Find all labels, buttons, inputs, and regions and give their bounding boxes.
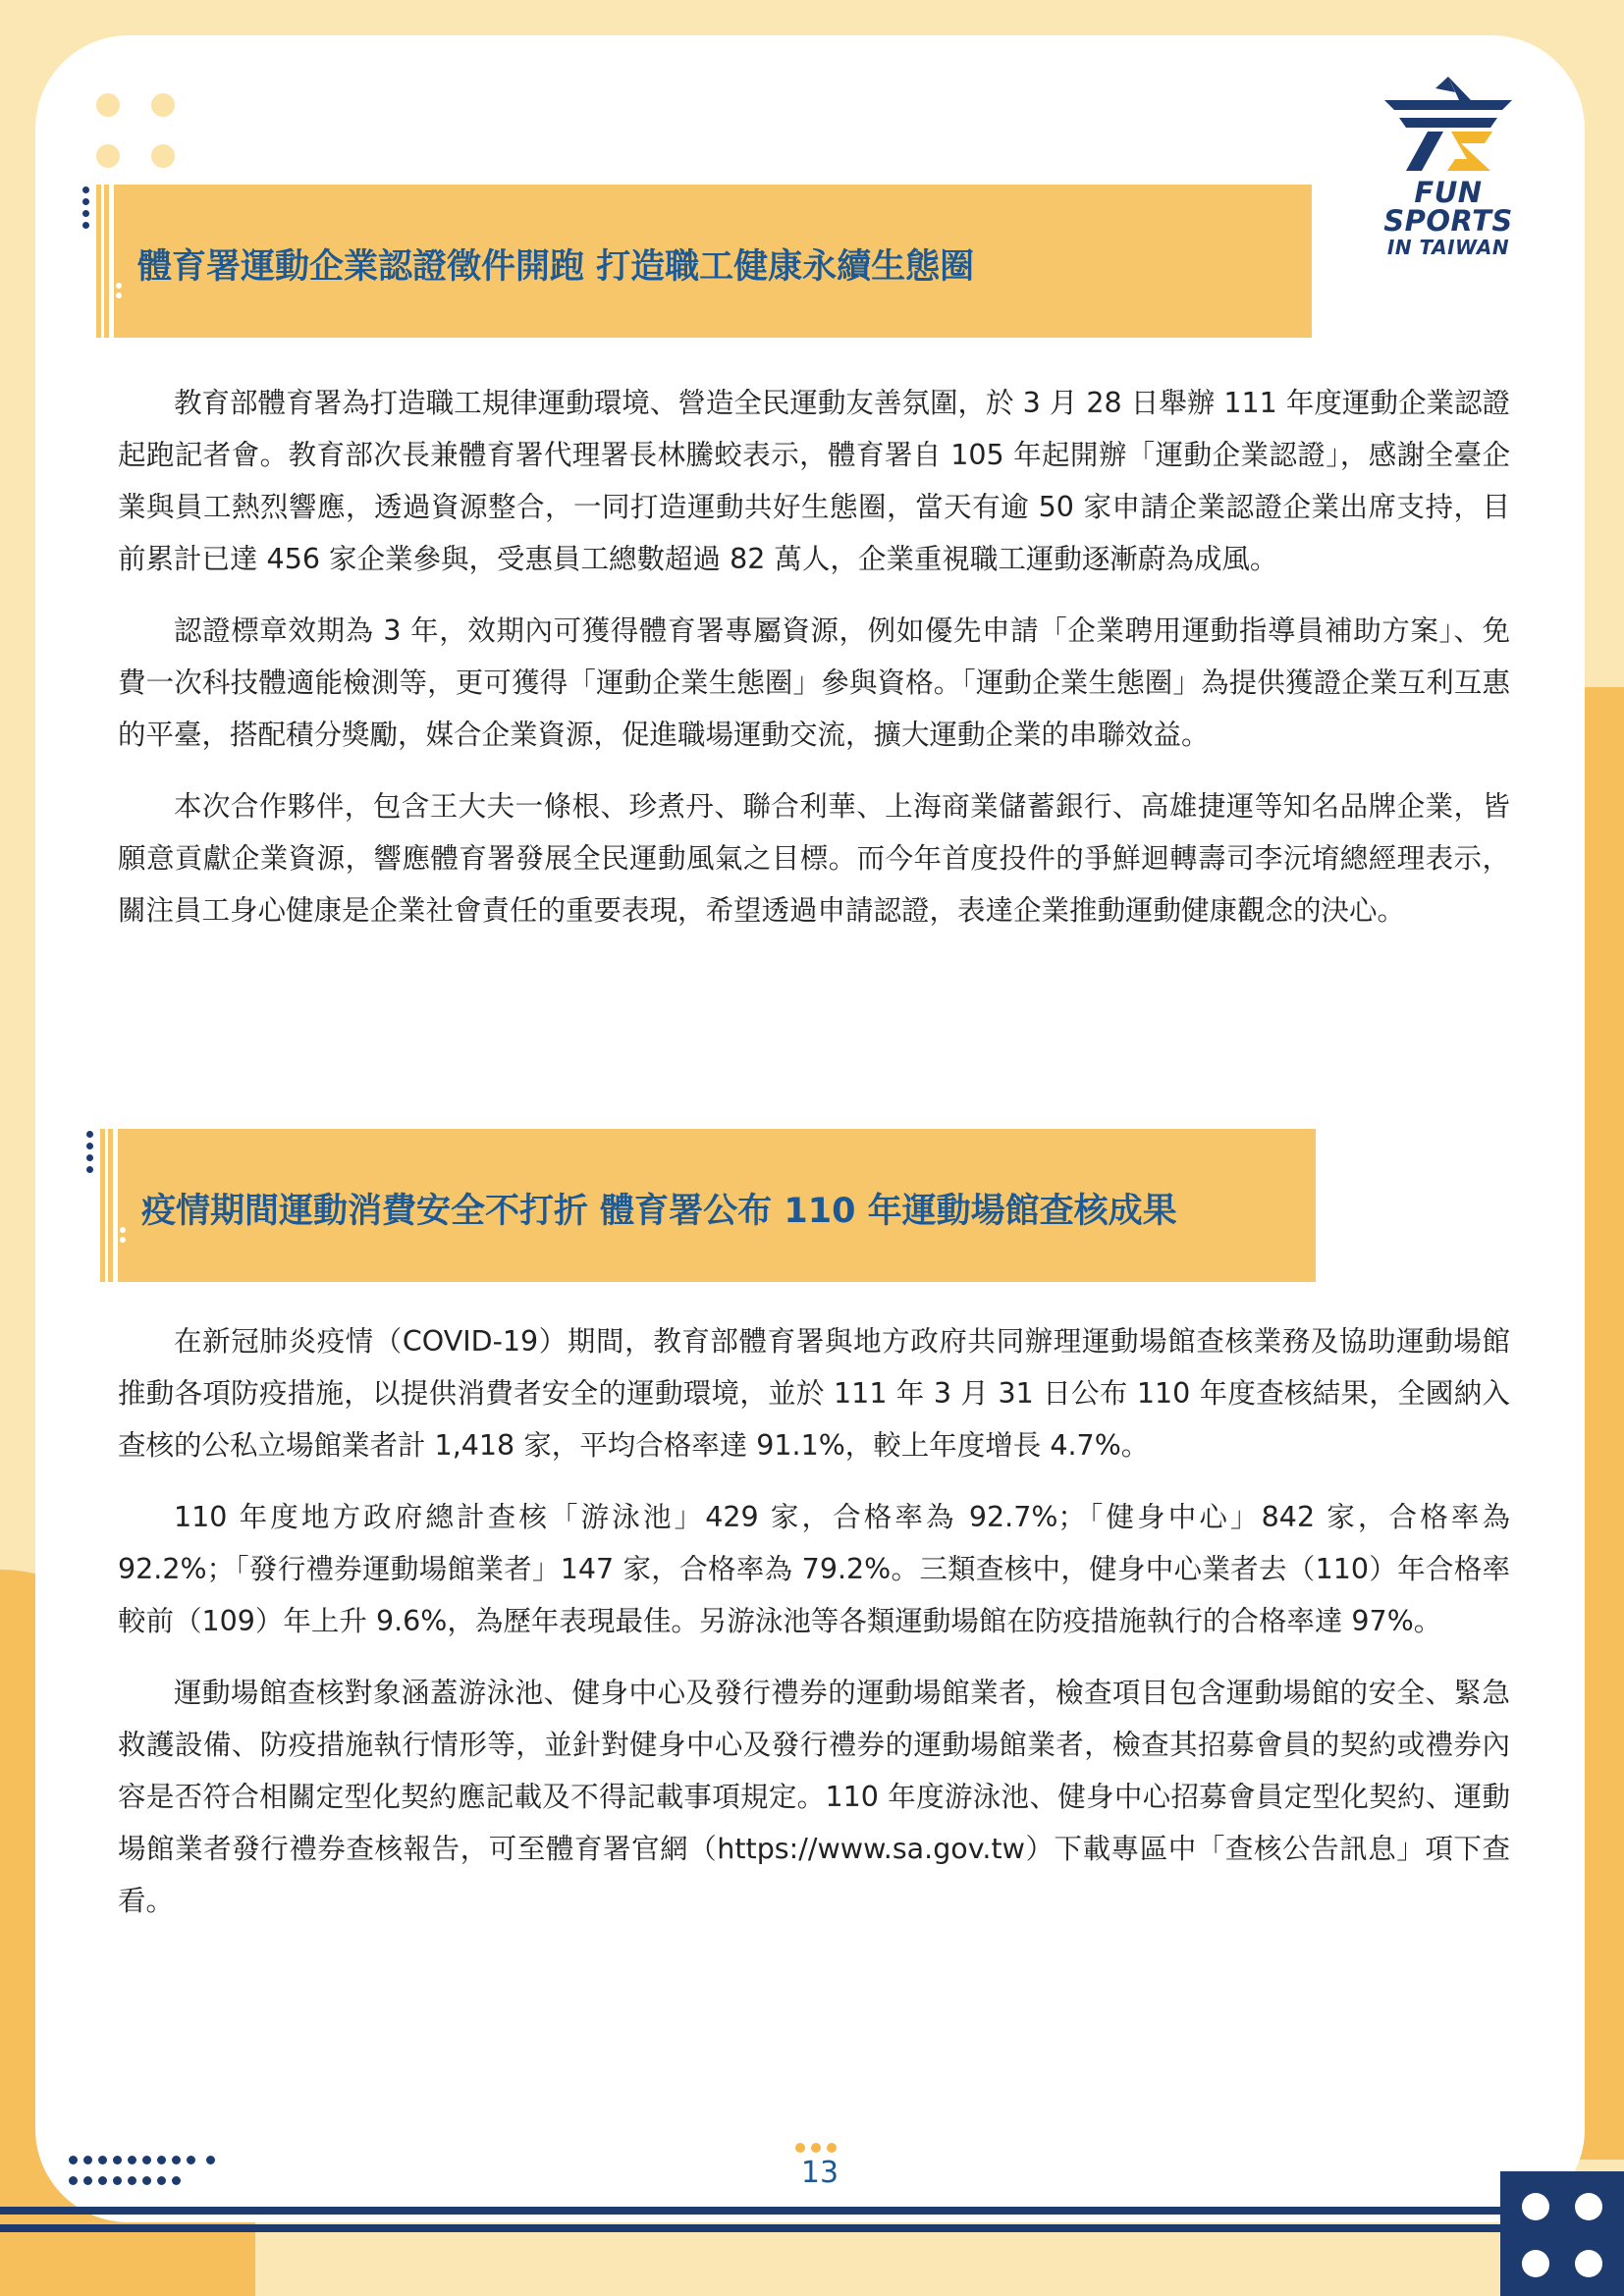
logo-text-line2: IN TAIWAN — [1386, 236, 1510, 259]
banner-dots-white — [116, 283, 124, 302]
section1-body — [118, 377, 1510, 956]
section1-paragraph: 教育部體育署為打造職工規律運動環境、營造全民運動友善氛圍，於 3 月 28 日舉辦 111 年度運動企業認證起跑記者會。教育部次長兼體育署代理署長林騰蛟表示，體育署自 105 年起開辦「運動企業認證」，感謝全臺企業與員工熱烈響應，透過資源整合，一同打造運動共好生態圈，當天有逾 50 家申請企業認證企業出席支持，目前累計已達 456 家企業參與，受惠員工總數超過 82 萬人，企業重視職工運動逐漸蔚為成風。 — [118, 387, 1510, 575]
section2-paragraph: 運動場館查核對象涵蓋游泳池、健身中心及發行禮券的運動場館業者，檢查項目包含運動場館的安全、緊急救護設備、防疫措施執行情形等，並針對健身中心及發行禮券的運動場館業者，檢查其招募會員的契約或禮券內容是否符合相關定型化契約應記載及不得記載事項規定。110 年度游泳池、健身中心招募會員定型化契約、運動場館業者發行禮券查核報告，可至體育署官網（https://www.sa.gov.tw）下載專區中「查核公告訊息」項下查看。 — [118, 1677, 1510, 1917]
page-number: 13 — [800, 2156, 839, 2190]
section1-paragraph: 認證標章效期為 3 年，效期內可獲得體育署專屬資源，例如優先申請「企業聘用運動指導員補助方案」、免費一次科技體適能檢測等，更可獲得「運動企業生態圈」參與資格。「運動企業生態圈」為提供獲證企業互利互惠的平臺，搭配積分獎勵，媒合企業資源，促進職場運動交流，擴大運動企業的串聯效益。 — [118, 614, 1510, 751]
footer-line-top — [0, 2207, 1502, 2215]
footer-dots-navy — [69, 2156, 226, 2197]
logo-text-line1: FUN SPORTS — [1383, 176, 1513, 238]
section1-paragraph: 本次合作夥伴，包含王大夫一條根、珍煮丹、聯合利華、上海商業儲蓄銀行、高雄捷運等知名品牌企業，皆願意貢獻企業資源，響應體育署發展全民運動風氣之目標。而今年首度投件的爭鮮迴轉壽司李沅堉總經理表示，關注員工身心健康是企業社會責任的重要表現，希望透過申請認證，表達企業推動運動健康觀念的決心。 — [118, 790, 1510, 927]
footer-line-bottom — [0, 2224, 1502, 2232]
banner-dots-navy — [82, 187, 90, 234]
section2-banner — [100, 1129, 1316, 1282]
section1-title: 體育署運動企業認證徵件開跑 打造職工健康永續生態圈 — [137, 247, 975, 287]
fun-sports-logo — [1345, 71, 1551, 259]
section2-paragraph: 110 年度地方政府總計查核「游泳池」429 家，合格率為 92.7%；「健身中心」842 家，合格率為 92.2%；「發行禮券運動場館業者」147 家，合格率為 79.2%。三類查核中，健身中心業者去（110）年合格率較前（109）年上升 9.6%，為歷年表現最佳。另游泳池等各類運動場館在防疫措施執行的合格率達 97%。 — [118, 1501, 1510, 1637]
decorative-dots-top-left — [96, 93, 185, 172]
corner-dots-box — [1500, 2171, 1624, 2296]
section2-title: 疫情期間運動消費安全不打折 體育署公布 110 年運動場館查核成果 — [141, 1192, 1177, 1231]
footer-dots-orange — [795, 2138, 842, 2157]
section2-body — [118, 1315, 1510, 1947]
banner-dots-white — [120, 1227, 128, 1247]
banner-dots-navy — [86, 1131, 94, 1178]
star-logo-icon — [1345, 71, 1551, 179]
section1-banner — [96, 185, 1312, 338]
section2-paragraph: 在新冠肺炎疫情（COVID-19）期間，教育部體育署與地方政府共同辦理運動場館查核業務及協助運動場館推動各項防疫措施，以提供消費者安全的運動環境，並於 111 年 3 月 31 日公布 110 年度查核結果，全國納入查核的公私立場館業者計 1,418 家，平均合格率達 91.1%，較上年度增長 4.7%。 — [118, 1325, 1510, 1462]
